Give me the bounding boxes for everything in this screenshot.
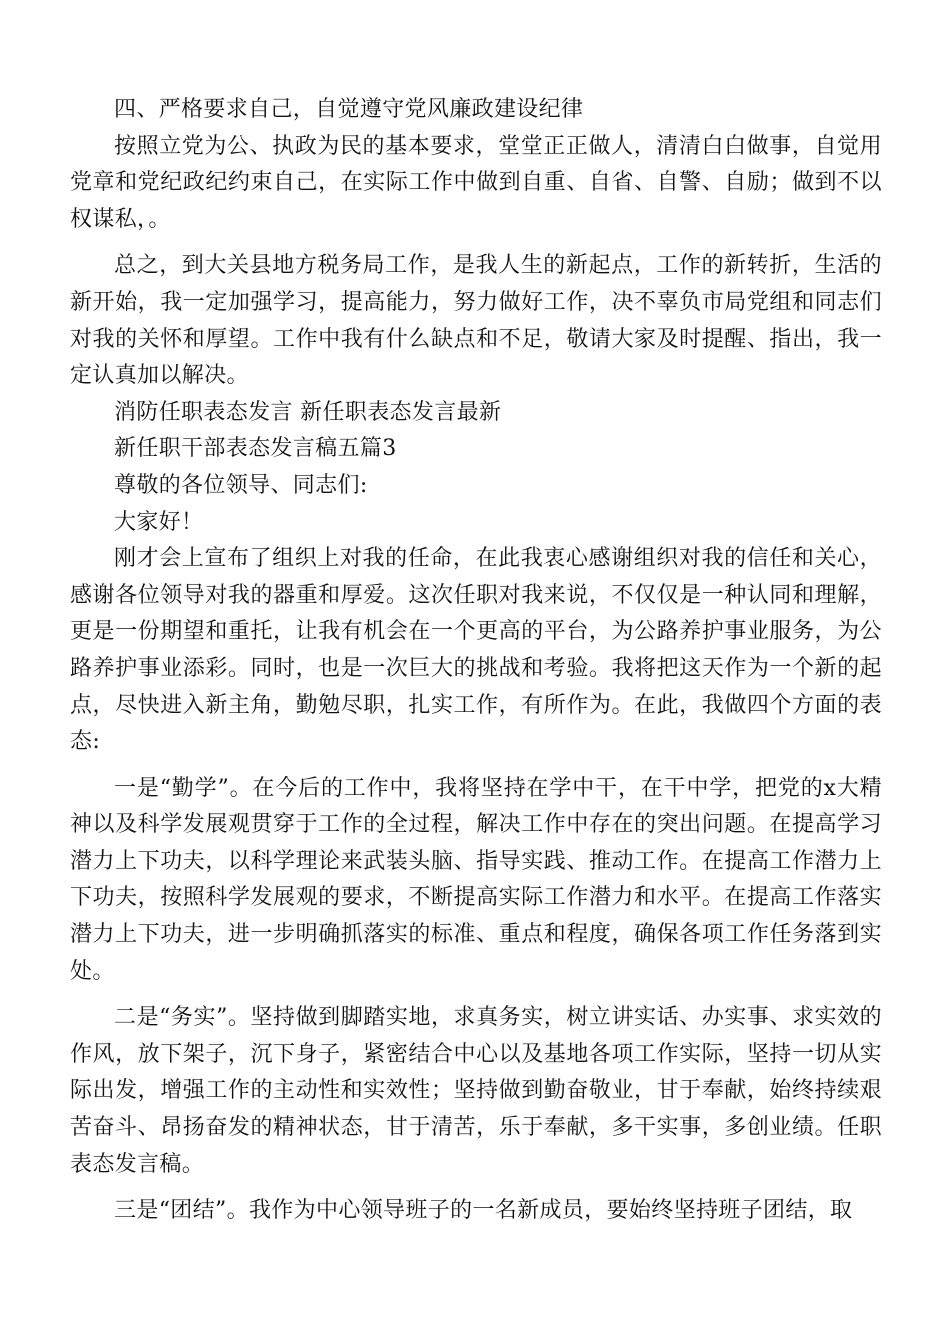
greeting: 大家好！: [114, 509, 204, 535]
paragraph: 总之，到大关县地方税务局工作，是我人生的新起点，工作的新转折，生活的新开始，我一定加强学习，提高能力，努力做好工作，决不辜负市局党组和同志们对我的关怀和厚望。工作中我有什么缺点和不足，敬请大家及时提醒、指出，我一定认真加以解决。: [70, 253, 882, 389]
related-title: 消防任职表态发言 新任职表态发言最新: [114, 399, 502, 425]
paragraph: 按照立党为公、执政为民的基本要求，堂堂正正做人，清清白白做事，自觉用党章和党纪政纪约束自己，在实际工作中做到自重、自省、自警、自励；做到不以权谋私，。: [70, 133, 882, 232]
section-heading: 四、严格要求自己，自觉遵守党风廉政建设纪律: [114, 97, 584, 122]
article-title: 新任职干部表态发言稿五篇3: [114, 436, 397, 462]
paragraph: 一是“勤学”。在今后的工作中，我将坚持在学中干，在干中学，把党的x大精神以及科学发展观贯穿于工作的全过程，解决工作中存在的突出问题。在提高学习潜力上下功夫，以科学理论来武装头脑、指导实践、推动工作。在提高工作潜力上下功夫，按照科学发展观的要求，不断提高实际工作潜力和水平。在提高工作落实潜力上下功夫，进一步明确抓落实的标准、重点和程度，确保各项工作任务落到实处。: [70, 775, 882, 984]
paragraph: 二是“务实”。坚持做到脚踏实地，求真务实，树立讲实话、办实事、求实效的作风，放下架子，沉下身子，紧密结合中心以及基地各项工作实际，坚持一切从实际出发，增强工作的主动性和实效性；坚持做到勤奋敬业，甘于奉献，始终持续艰苦奋斗、昂扬奋发的精神状态，甘于清苦，乐于奉献，多干实事，多创业绩。任职表态发言稿。: [70, 1005, 882, 1177]
document-body: [70, 92, 882, 1230]
paragraph: 刚才会上宣布了组织上对我的任命，在此我衷心感谢组织对我的信任和关心，感谢各位领导对我的器重和厚爱。这次任职对我来说，不仅仅是一种认同和理解，更是一份期望和重托，让我有机会在一个更高的平台，为公路养护事业服务，为公路养护事业添彩。同时，也是一次巨大的挑战和考验。我将把这天作为一个新的起点，尽快进入新主角，勤勉尽职，扎实工作，有所作为。在此，我做四个方面的表态:: [70, 546, 882, 755]
salutation: 尊敬的各位领导、同志们:: [114, 472, 368, 498]
paragraph: 三是“团结”。我作为中心领导班子的一名新成员，要始终坚持班子团结，取: [114, 1198, 853, 1224]
